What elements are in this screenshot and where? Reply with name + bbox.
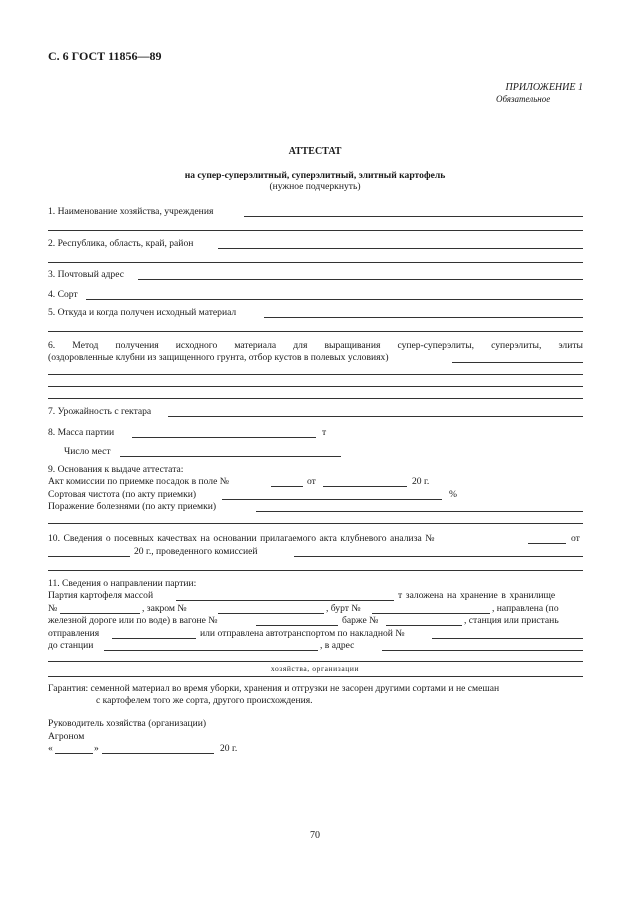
field-11-waybill-line[interactable]: [432, 638, 583, 639]
field-11-storage-line[interactable]: [60, 613, 140, 614]
signature-agronomist-label: Агроном: [48, 731, 85, 742]
field-11-sent-label: , направлена (по: [492, 603, 559, 614]
field-6-line-2[interactable]: [48, 374, 583, 375]
field-6-line-4[interactable]: [48, 398, 583, 399]
field-3-label: 3. Почтовый адрес: [48, 269, 124, 280]
field-11-pile-label: , бурт №: [326, 603, 361, 614]
field-9-year: 20 г.: [412, 476, 430, 487]
field-1-line[interactable]: [244, 216, 583, 217]
field-11-barge-line[interactable]: [386, 625, 462, 626]
field-10-date-line[interactable]: [48, 556, 130, 557]
field-6-line[interactable]: [452, 362, 583, 363]
field-5-line-2[interactable]: [48, 331, 583, 332]
field-11-bin-line[interactable]: [218, 613, 324, 614]
field-9-disease-label: Поражение болезнями (по акту приемки): [48, 501, 217, 512]
field-8-unit: т: [322, 427, 327, 438]
field-11-rail-label: железной дороге или по воде) в вагоне №: [48, 615, 218, 626]
field-11-barge-label: барже №: [342, 615, 379, 626]
signature-day-line[interactable]: [55, 753, 93, 754]
field-11-address-label: , в адрес: [320, 640, 355, 651]
field-11-wagon-line[interactable]: [256, 625, 338, 626]
field-7-line[interactable]: [168, 416, 583, 417]
field-2-line[interactable]: [218, 248, 583, 249]
signature-year: 20 г.: [220, 743, 238, 754]
field-9-label: 9. Основания к выдаче аттестата:: [48, 464, 184, 475]
field-11-dispatch-line[interactable]: [112, 638, 196, 639]
field-1-label: 1. Наименование хозяйства, учреждения: [48, 206, 214, 217]
field-9-act-label: Акт комиссии по приемке посадок в поле №: [48, 476, 229, 487]
field-5-line[interactable]: [264, 317, 583, 318]
field-11-address-line-2[interactable]: [48, 661, 583, 662]
guarantee-text: Гарантия: семенной материал во время уборки, хранения и отгрузки не засорен другими сортами и не смешан: [48, 683, 500, 694]
signature-quote-close: »: [94, 743, 99, 754]
field-9-act-number[interactable]: [271, 486, 303, 487]
field-6-line-3[interactable]: [48, 386, 583, 387]
field-11-bin-label: , закром №: [142, 603, 187, 614]
field-8-label: 8. Масса партии: [48, 427, 115, 438]
field-9-from-label: от: [307, 476, 316, 487]
appendix-label: ПРИЛОЖЕНИЕ 1: [505, 82, 583, 93]
underline-note: (нужное подчеркнуть): [269, 181, 361, 192]
field-9-percent: %: [449, 489, 457, 500]
page-number: 70: [310, 830, 320, 841]
field-11-station-line[interactable]: [104, 650, 318, 651]
field-9-date-line[interactable]: [323, 486, 407, 487]
signature-quote-open: «: [48, 743, 53, 754]
field-4-line[interactable]: [86, 299, 583, 300]
field-6-label-2: (оздоровленные клубни из защищенного грунта, отбор кустов в полевых условиях): [48, 352, 389, 363]
field-11-mass-line[interactable]: [176, 600, 394, 601]
field-3-line[interactable]: [138, 279, 583, 280]
field-11-storage-label: т заложена на хранение в хранилище: [398, 590, 556, 601]
field-9-purity-line[interactable]: [222, 499, 442, 500]
field-9-purity-label: Сортовая чистота (по акту приемки): [48, 489, 197, 500]
document-title: АТТЕСТАТ: [288, 146, 342, 157]
field-11-to-label: до станции: [48, 640, 94, 651]
signature-month-line[interactable]: [102, 753, 214, 754]
signature-head-label: Руководитель хозяйства (организации): [48, 718, 207, 729]
field-2-line-2[interactable]: [48, 262, 583, 263]
field-10-from-label: от: [571, 533, 580, 544]
field-11-station-label: , станция или пристань: [464, 615, 559, 626]
field-8-seats-label: Число мест: [64, 446, 111, 457]
field-11-dispatch-label: отправления: [48, 628, 100, 639]
field-8-line[interactable]: [132, 437, 316, 438]
appendix-status: Обязательное: [496, 94, 551, 104]
field-11-pile-line[interactable]: [372, 613, 490, 614]
field-10-act-number[interactable]: [528, 543, 566, 544]
field-9-disease-line-2[interactable]: [48, 523, 583, 524]
field-9-disease-line[interactable]: [256, 511, 583, 512]
field-11-truck-label: или отправлена автотранспортом по накладной №: [200, 628, 405, 639]
field-10-commission-label: 20 г., проведенного комиссией: [134, 546, 258, 557]
field-11-caption: хозяйства, организации: [270, 664, 360, 673]
field-11-number-sign: №: [48, 603, 58, 614]
field-8-seats-line[interactable]: [120, 456, 341, 457]
field-11-label: 11. Сведения о направлении партии:: [48, 578, 197, 589]
field-7-label: 7. Урожайность с гектара: [48, 406, 152, 417]
field-5-label: 5. Откуда и когда получен исходный материал: [48, 307, 237, 318]
field-4-label: 4. Сорт: [48, 289, 78, 300]
document-subtitle: на супер-суперэлитный, суперэлитный, элитный картофель: [184, 170, 446, 181]
field-11-line-final[interactable]: [48, 676, 583, 677]
field-10-label: 10. Сведения о посевных качествах на основании прилагаемого акта клубневого анализа №: [48, 533, 435, 544]
field-11-mass-label: Партия картофеля массой: [48, 590, 154, 601]
field-6-label: 6. Метод получения исходного материала для выращивания супер-суперэлиты, суперэлиты, элиты: [48, 340, 583, 351]
field-10-commission-line[interactable]: [294, 556, 583, 557]
field-10-line-2[interactable]: [48, 570, 583, 571]
guarantee-text-2: с картофелем того же сорта, другого происхождения.: [96, 695, 313, 706]
field-2-label: 2. Республика, область, край, район: [48, 238, 194, 249]
page-reference: С. 6 ГОСТ 11856—89: [48, 49, 162, 63]
field-1-line-2[interactable]: [48, 230, 583, 231]
field-11-address-line[interactable]: [382, 650, 583, 651]
